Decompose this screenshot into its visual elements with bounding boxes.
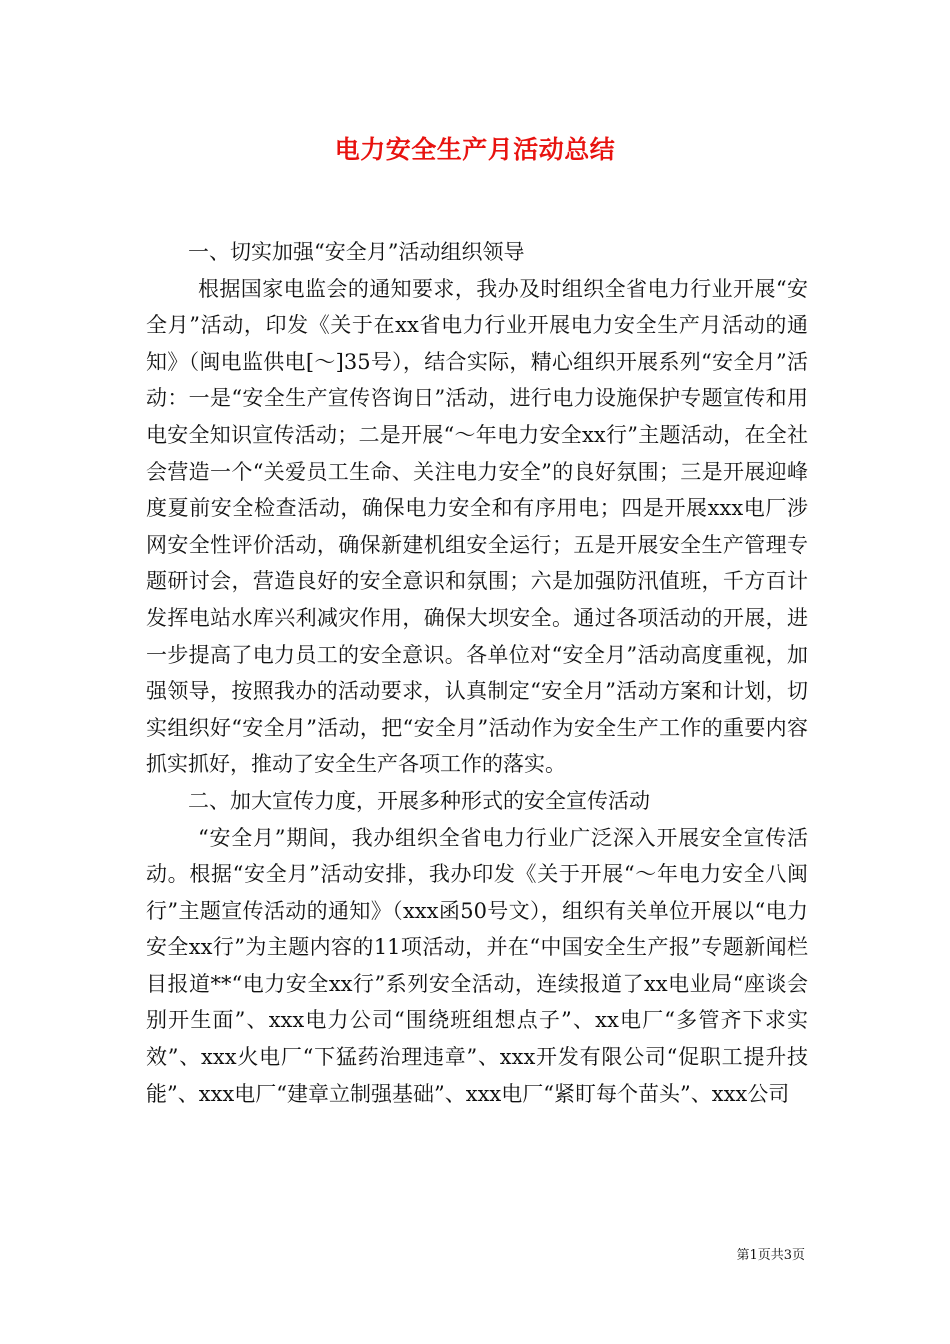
section-1-paragraph: 根据国家电监会的通知要求，我办及时组织全省电力行业开展“安全月”活动，印发《关于在xx省电力行业开展电力安全生产月活动的通知》（闽电监供电[～]35号），结合实际，精心组织开展系列“安全月”活动：一是“安全生产宣传咨询日”活动，进行电力设施保护专题宣传和用电安全知识宣传活动；二是开展“～年电力安全xx行”主题活动，在全社会营造一个“关爱员工生命、关注电力安全”的良好氛围；三是开展迎峰度夏前安全检查活动，确保电力安全和有序用电；四是开展xxx电厂涉网安全性评价活动，确保新建机组安全运行；五是开展安全生产管理专题研讨会，营造良好的安全意识和氛围；六是加强防汛值班，千方百计发挥电站水库兴利减灾作用，确保大坝安全。通过各项活动的开展，进一步提高了电力员工的安全意识。各单位对“安全月”活动高度重视，加强领导，按照我办的活动要求，认真制定“安全月”活动方案和计划，切实组织好“安全月”活动，把“安全月”活动作为安全生产工作的重要内容抓实抓好，推动了安全生产各项工作的落实。 [146, 276, 808, 777]
document-body [146, 234, 808, 1112]
document-title: 电力安全生产月活动总结 [334, 135, 616, 164]
section-2-paragraph: “安全月”期间，我办组织全省电力行业广泛深入开展安全宣传活动。根据“安全月”活动安排，我办印发《关于开展“～年电力安全八闽行”主题宣传活动的通知》（xxx函50号文），组织有关单位开展以“电力安全xx行”为主题内容的11项活动，并在“中国安全生产报”专题新闻栏目报道**“电力安全xx行”系列安全活动，连续报道了xx电业局“座谈会别开生面”、xxx电力公司“围绕班组想点子”、xx电厂“多管齐下求实效”、xxx火电厂“下猛药治理违章”、xxx开发有限公司“促职工提升技能”、xxx电厂“建章立制强基础”、xxx电厂“紧盯每个苗头”、xxx公司 [146, 825, 808, 1106]
page-number-footer: 第1页共3页 [736, 1248, 805, 1263]
section-2-heading: 二、加大宣传力度，开展多种形式的安全宣传活动 [188, 788, 650, 813]
section-1-heading: 一、切实加强“安全月”活动组织领导 [188, 240, 525, 264]
